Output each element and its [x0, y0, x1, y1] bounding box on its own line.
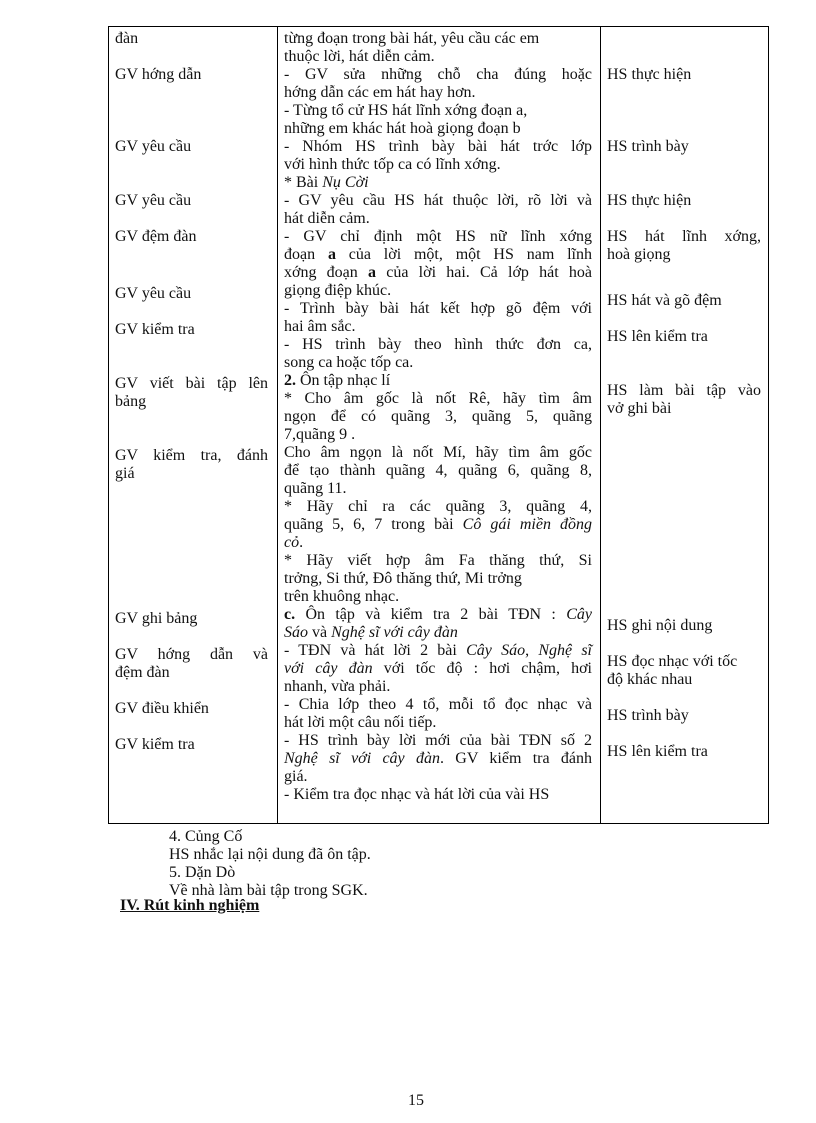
student-activity-line: HS hát lĩnh xớng, — [607, 228, 761, 245]
content-line: - TĐN và hát lời 2 bài Cây Sáo, Nghệ sĩ — [284, 642, 593, 659]
content-line: trởng, Si thứ, Đô thăng thứ, Mi trởng — [284, 570, 522, 587]
content-line: Cho âm ngọn là nốt Mí, hãy tìm âm gốc — [284, 444, 592, 461]
content-line: - Kiểm tra đọc nhạc và hát lời của vài HS — [284, 786, 550, 803]
student-activity-line: HS thực hiện — [607, 192, 692, 209]
content-line: - Chia lớp theo 4 tổ, mỗi tổ đọc nhạc và — [284, 696, 592, 713]
content-line: song ca hoặc tốp ca. — [284, 354, 414, 371]
content-line: đoạn a của lời một, một HS nam lĩnh — [284, 246, 592, 263]
teacher-activity-line: đệm đàn — [115, 664, 170, 681]
teacher-activity-line: GV kiểm tra — [115, 736, 195, 753]
content-line: giọng điệp khúc. — [284, 282, 392, 299]
column-divider — [277, 27, 278, 823]
teacher-activity-line: GV đệm đàn — [115, 228, 197, 245]
column-divider — [600, 27, 601, 823]
student-activity-line: HS thực hiện — [607, 66, 692, 83]
student-activity-line: vở ghi bài — [607, 400, 672, 417]
content-line: xớng đoạn a của lời hai. Cả lớp hát hoà — [284, 264, 593, 281]
content-line: * Cho âm gốc là nốt Rê, hãy tìm âm — [284, 390, 592, 407]
section-heading: IV. Rút kinh nghiệm — [120, 897, 260, 914]
footer-line: HS nhắc lại nội dung đã ôn tập. — [169, 846, 371, 863]
content-line: c. Ôn tập và kiểm tra 2 bài TĐN : Cây — [284, 606, 592, 623]
content-line: cỏ. — [284, 534, 304, 551]
teacher-activity-line: GV điều khiển — [115, 700, 209, 717]
content-line: * Bài Nụ Cời — [284, 174, 369, 191]
student-activity-line: HS làm bài tập vào — [607, 382, 761, 399]
content-line: quãng 5, 6, 7 trong bài Cô gái miền đồng — [284, 516, 593, 533]
content-line: - HS trình bày theo hình thức đơn ca, — [284, 336, 592, 353]
student-activity-line: độ khác nhau — [607, 671, 693, 688]
content-line: - Trình bày bài hát kết hợp gõ đệm với — [284, 300, 592, 317]
footer-line: 4. Củng Cố — [169, 828, 243, 845]
content-line: - GV sửa những chỗ cha đúng hoặc — [284, 66, 592, 83]
student-activity-line: HS trình bày — [607, 707, 689, 724]
content-line: thuộc lời, hát diễn cảm. — [284, 48, 435, 65]
content-line: ngọn để có quãng 3, quãng 5, quãng — [284, 408, 592, 425]
teacher-activity-line: GV kiểm tra — [115, 321, 195, 338]
content-line: * Hãy viết hợp âm Fa thăng thứ, Si — [284, 552, 592, 569]
content-line: hớng dẫn các em hát hay hơn. — [284, 84, 476, 101]
content-line: hát diễn cảm. — [284, 210, 370, 227]
content-line: 7,quãng 9 . — [284, 426, 356, 443]
content-line: hát lời một câu nối tiếp. — [284, 714, 437, 731]
content-line: quãng 11. — [284, 480, 347, 497]
teacher-activity-line: GV viết bài tập lên — [115, 375, 268, 392]
teacher-activity-line: bảng — [115, 393, 147, 410]
teacher-activity-line: đàn — [115, 30, 139, 47]
content-line: * Hãy chỉ ra các quãng 3, quãng 4, — [284, 498, 592, 515]
teacher-activity-line: GV yêu cầu — [115, 138, 192, 155]
content-line: với cây đàn với tốc độ : hơi chậm, hơi — [284, 660, 592, 677]
content-line: - GV chỉ định một HS nữ lĩnh xớng — [284, 228, 592, 245]
teacher-activity-line: giá — [115, 465, 135, 482]
content-line: Nghệ sĩ với cây đàn. GV kiểm tra đánh — [284, 750, 592, 767]
footer-line: Về nhà làm bài tập trong SGK. — [169, 882, 368, 899]
teacher-activity-line: GV hớng dẫn — [115, 66, 202, 83]
content-line: - Nhóm HS trình bày bài hát trớc lớp — [284, 138, 592, 155]
student-activity-line: HS trình bày — [607, 138, 689, 155]
student-activity-line: HS lên kiểm tra — [607, 328, 708, 345]
content-line: với hình thức tốp ca có lĩnh xớng. — [284, 156, 501, 173]
content-line: hai âm sắc. — [284, 318, 356, 335]
content-line: trên khuông nhạc. — [284, 588, 400, 605]
student-activity-line: HS ghi nội dung — [607, 617, 713, 634]
content-line: nhanh, vừa phải. — [284, 678, 391, 695]
student-activity-line: HS đọc nhạc với tốc — [607, 653, 738, 670]
teacher-activity-line: GV ghi bảng — [115, 610, 198, 627]
student-activity-line: hoà giọng — [607, 246, 671, 263]
content-line: từng đoạn trong bài hát, yêu cầu các em — [284, 30, 540, 47]
student-activity-line: HS lên kiểm tra — [607, 743, 708, 760]
footer-line: 5. Dặn Dò — [169, 864, 236, 881]
content-line: 2. Ôn tập nhạc lí — [284, 372, 391, 389]
content-line: Sáo và Nghệ sĩ với cây đàn — [284, 624, 458, 641]
teacher-activity-line: GV yêu cầu — [115, 285, 192, 302]
content-line: giá. — [284, 768, 308, 785]
student-activity-line: HS hát và gõ đệm — [607, 292, 722, 309]
content-line: những em khác hát hoà giọng đoạn b — [284, 120, 521, 137]
content-line: - HS trình bày lời mới của bài TĐN số 2 — [284, 732, 592, 749]
teacher-activity-line: GV kiểm tra, đánh — [115, 447, 268, 464]
teacher-activity-line: GV yêu cầu — [115, 192, 192, 209]
content-line: - Từng tổ cử HS hát lĩnh xớng đoạn a, — [284, 102, 528, 119]
content-line: - GV yêu cầu HS hát thuộc lời, rõ lời và — [284, 192, 592, 209]
page-number: 15 — [408, 1092, 424, 1109]
teacher-activity-line: GV hớng dẫn và — [115, 646, 268, 663]
content-line: để tạo thành quãng 4, quãng 6, quãng 8, — [284, 462, 592, 479]
